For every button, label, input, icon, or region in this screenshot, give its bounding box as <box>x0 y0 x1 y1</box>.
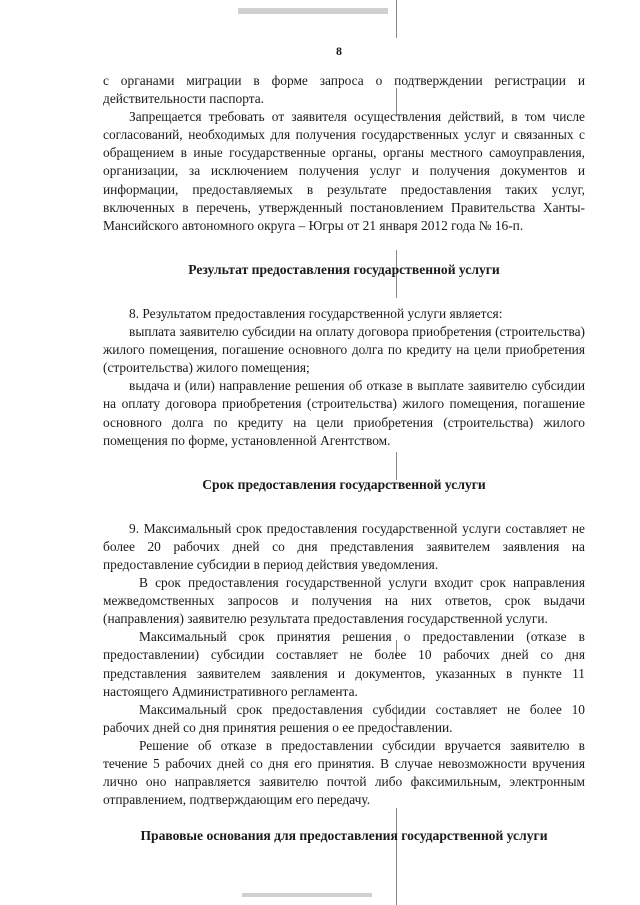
term-paragraph-3: Максимальный срок принятия решения о предоставлении (отказе в предоставлении) субсидии составляет не более 10 рабочих дней со дня представления заявителем заявления и документов, указанных в пункте 11 настоящего Административного регламента. <box>103 629 585 699</box>
result-paragraph-2: выплата заявителю субсидии на оплату договора приобретения (строительства) жилого помещения, погашение основного долга по кредиту на цели приобретения (строительства) жилого помещения; <box>103 324 585 376</box>
scan-noise-bottom <box>242 893 372 897</box>
term-paragraph-5: Решение об отказе в предоставлении субсидии вручается заявителю в течение 5 рабочих дней со дня его принятия. В случае невозможности вручения лично оно направляется заявителю почтой либо факсимильным, электронным отправлением, подтверждающим его передачу. <box>103 737 585 808</box>
intro-paragraph-1: с органами миграции в форме запроса о подтверждении регистрации и действительности паспорта. <box>103 73 585 107</box>
result-heading: Результат предоставления государственной услуги <box>188 261 500 277</box>
term-paragraph-1: 9. Максимальный срок предоставления государственной услуги составляет не более 20 рабочих дней со дня представления заявителем заявления на предоставление субсидии в период действия уведомления. <box>103 520 585 572</box>
document-body <box>103 72 585 845</box>
term-paragraph-2: В срок предоставления государственной услуги входит срок направления межведомственных запросов и получения на них ответов, срок выдачи (направления) заявителю результата предоставления государственной услуги. <box>103 575 585 627</box>
scan-noise-top <box>238 8 388 14</box>
result-paragraph-3: выдача и (или) направление решения об отказе в выплате заявителю субсидии на оплату договора приобретения (строительства) жилого помещения, погашение основного долга по кредиту на цели приобретения (строительства) жилого помещения по форме, установленной Агентством. <box>103 378 585 448</box>
term-heading: Срок предоставления государственной услуги <box>202 476 486 492</box>
scan-line-top <box>396 0 397 38</box>
legal-basis-heading: Правовые основания для предоставления государственной услуги <box>140 828 548 844</box>
term-paragraph-4: Максимальный срок предоставления субсидии составляет не более 10 рабочих дней со дня принятия решения о ее предоставлении. <box>103 701 585 735</box>
page-number: 8 <box>336 44 342 58</box>
result-paragraph-1: 8. Результатом предоставления государственной услуги является: <box>129 305 503 321</box>
intro-paragraph-2: Запрещается требовать от заявителя осуществления действий, в том числе согласований, необходимых для получения государственных услуг и связанных с обращением в иные государственные органы, органы местного самоуправления, организации, за исключением получения услуг и получения документов и информации, предоставляемых в результате предоставления таких услуг, включенных в перечень, утвержденный постановлением Правительства Ханты-Мансийского автономного округа – Югры от 21 января 2012 года № 16-п. <box>103 109 585 233</box>
